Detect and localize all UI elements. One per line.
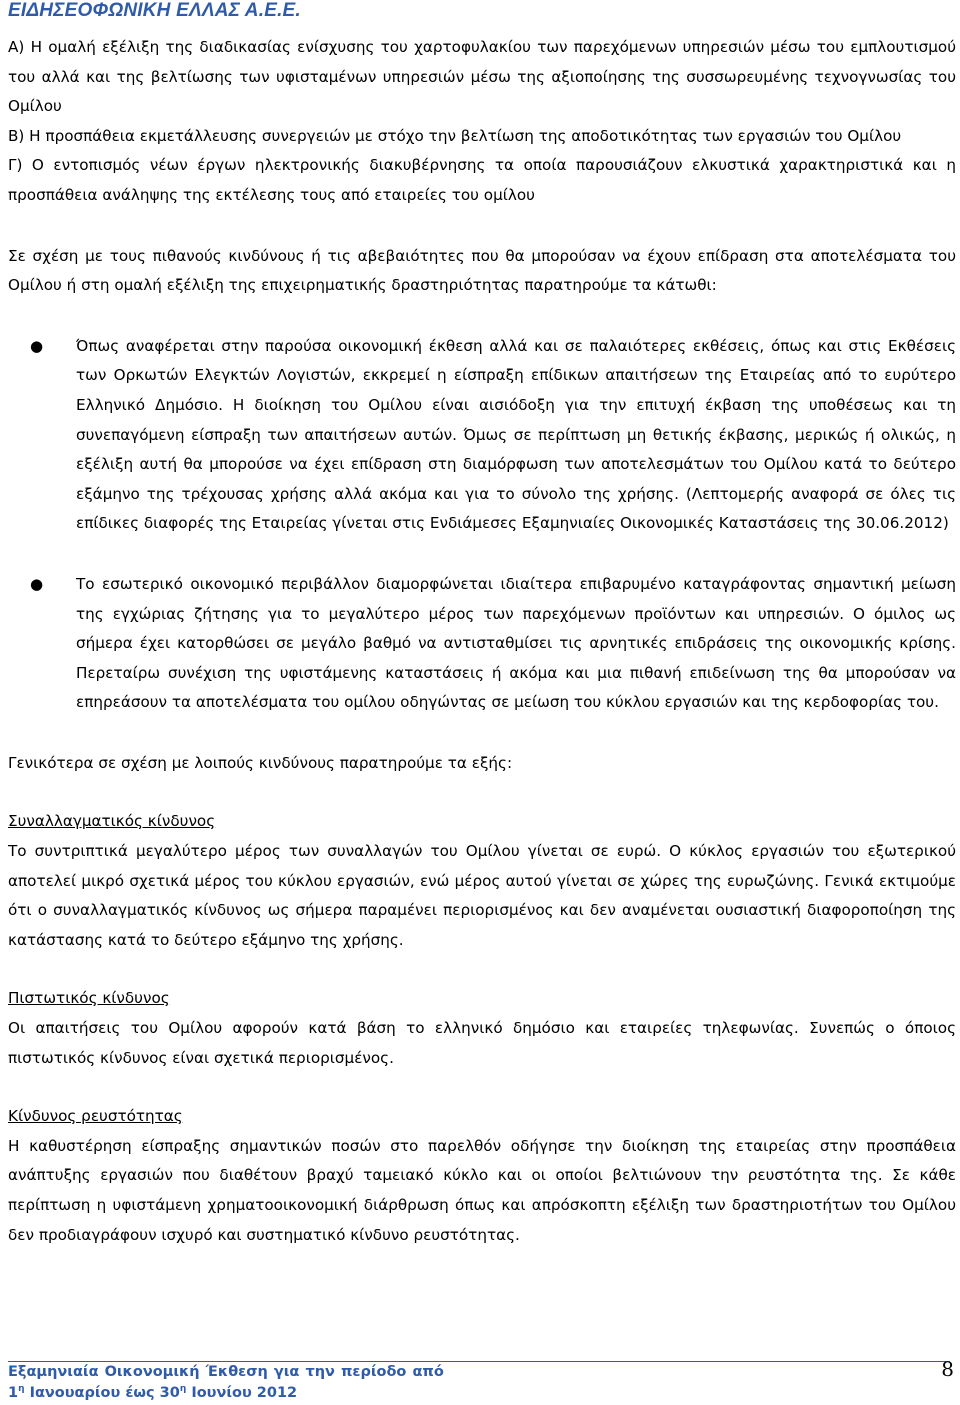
- footer-period-start-sup: η: [18, 1384, 25, 1395]
- objective-c: Γ) Ο εντοπισμός νέων έργων ηλεκτρονικής διακυβέρνησης τα οποία παρουσιάζουν ελκυστικά χαρακτηριστικά και η προσπάθεια ανάληψης της εκτέλεσης τους από εταιρείες του ομίλου: [8, 156, 956, 204]
- footer-period-end-sup: η: [179, 1384, 187, 1395]
- footer-period: [8, 1384, 297, 1402]
- footer-period-start-day: 1: [8, 1385, 19, 1401]
- footer-period-end: Ιουνίου 2012: [186, 1385, 298, 1401]
- credit-risk-heading: Πιστωτικός κίνδυνος: [8, 989, 170, 1008]
- objective-a: Α) Η ομαλή εξέλιξη της διαδικασίας ενίσχυσης του χαρτοφυλακίου των παρεχόμενων υπηρεσιών μέσω του εμπλουτισμού του αλλά και της βελτίωσης των υφισταμένων υπηρεσιών μέσω της αξιοποίησης της συσσωρευμένης τεχνογνωσίας του Ομίλου: [8, 38, 956, 116]
- footer-period-mid: Ιανουαρίου έως 30: [24, 1385, 180, 1401]
- objective-b: Β) Η προσπάθεια εκμετάλλευσης συνεργειών με στόχο την βελτίωση της αποδοτικότητας των εργασιών του Ομίλου: [8, 126, 902, 145]
- risks-intro: Σε σχέση με τους πιθανούς κινδύνους ή τις αβεβαιότητες που θα μπορούσαν να έχουν επίδραση στα αποτελέσματα του Ομίλου ή στη ομαλή εξέλιξη της επιχειρηματικής δραστηριότητας παρατηρούμε τα κάτωθι:: [8, 246, 956, 295]
- list-item: [8, 332, 956, 539]
- footer-report-title: Εξαμηνιαία Οικονομική Έκθεση για την περίοδο από: [8, 1364, 444, 1380]
- footer-divider: [8, 1361, 950, 1362]
- page-number: 8: [941, 1357, 954, 1381]
- credit-risk-text: Οι απαιτήσεις του Ομίλου αφορούν κατά βάση το ελληνικό δημόσιο και εταιρείες τηλεφωνίας. Συνεπώς ο όποιος πιστωτικός κίνδυνος είναι σχετικά περιορισμένος.: [8, 1019, 956, 1067]
- company-header: ΕΙΔΗΣΕΟΦΩΝΙΚΗ ΕΛΛΑΣ Α.Ε.Ε.: [8, 0, 301, 21]
- bullet-icon: ●: [30, 574, 44, 593]
- bullet-text-economy: Το εσωτερικό οικονομικό περιβάλλον διαμορφώνεται ιδιαίτερα επιβαρυμένο καταγράφοντας σημαντική μείωση της εγχώριας ζήτησης για το μεγαλύτερο μέρος των παρεχόμενων προϊόντων και υπηρεσιών. Ο όμιλος ως σήμερα έχει κατορθώσει σε μεγάλο βαθμό να αντισταθμίσει τις αρνητικές επιδράσεις της οικονομικής κρίσης. Περεταίρω συνέχιση της υφιστάμενης καταστάσεις ή ακόμα και μια πιθανή επιδείνωση της θα μπορούσαν να επηρεάσουν τα αποτελέσματα του ομίλου οδηγώντας σε μείωση του κύκλου εργασιών και της κερδοφορίας του.: [76, 574, 956, 712]
- fx-risk-text: Το συντριπτικά μεγαλύτερο μέρος των συναλλαγών του Ομίλου γίνεται σε ευρώ. Ο κύκλος εργασιών του εξωτερικού αποτελεί μικρό σχετικά μέρος του κύκλου εργασιών, ενώ μέρος αυτού γίνεται σε χώρες της ευρωζώνης. Γενικά εκτιμούμε ότι ο συναλλαγματικός κίνδυνος ως σήμερα παραμένει περιορισμένος και δεν αναμένεται ουσιαστική διαφοροποίηση της κατάστασης κατά το δεύτερο εξάμηνο της χρήσης.: [8, 842, 956, 949]
- fx-risk-heading: Συναλλαγματικός κίνδυνος: [8, 812, 216, 831]
- bullet-text-receivables: Όπως αναφέρεται στην παρούσα οικονομική έκθεση αλλά και σε παλαιότερες εκθέσεις, όπως και στις Εκθέσεις των Ορκωτών Ελεγκτών Λογιστών, εκκρεμεί η είσπραξη επίδικων απαιτήσεων της Εταιρείας από το ευρύτερο Ελληνικό Δημόσιο. Η διοίκηση του Ομίλου είναι αισιόδοξη για την επιτυχή έκβαση της υποθέσεως και τη συνεπαγόμενη είσπραξη των απαιτήσεων αυτών. Όμως σε περίπτωση μη θετικής έκβασης, μερικώς ή ολικώς, η εξέλιξη αυτή θα μπορούσε να έχει επίδραση στη διαμόρφωση των αποτελεσμάτων του Ομίλου κατά το δεύτερο εξάμηνο της τρέχουσας χρήσης αλλά ακόμα και για το σύνολο της χρήσης. (Λεπτομερής αναφορά σε όλες τις επίδικες διαφορές της Εταιρείας γίνεται στις Ενδιάμεσες Εξαμηνιαίες Οικονομικές Καταστάσεις της 30.06.2012): [76, 336, 956, 533]
- document-body: [8, 33, 956, 1250]
- bullet-icon: ●: [30, 336, 44, 355]
- liquidity-risk-text: Η καθυστέρηση είσπραξης σημαντικών ποσών στο παρελθόν οδήγησε την διοίκηση της εταιρείας στην προσπάθεια ανάπτυξης εργασιών που διαθέτουν βραχύ ταμειακό κύκλο και οι οποίοι βελτιώνουν την ρευστότητα της. Σε κάθε περίπτωση η υφιστάμενη χρηματοοικονομική διάρθρωση όπως και απρόσκοπτη εξέλιξη των δραστηριοτήτων του Ομίλου δεν προδιαγράφουν ισχυρό και συστηματικό κίνδυνο ρευστότητας.: [8, 1136, 956, 1244]
- list-item: [8, 570, 956, 718]
- general-risks-intro: Γενικότερα σε σχέση με λοιπούς κινδύνους παρατηρούμε τα εξής:: [8, 753, 513, 772]
- liquidity-risk-heading: Κίνδυνος ρευστότητας: [8, 1107, 183, 1126]
